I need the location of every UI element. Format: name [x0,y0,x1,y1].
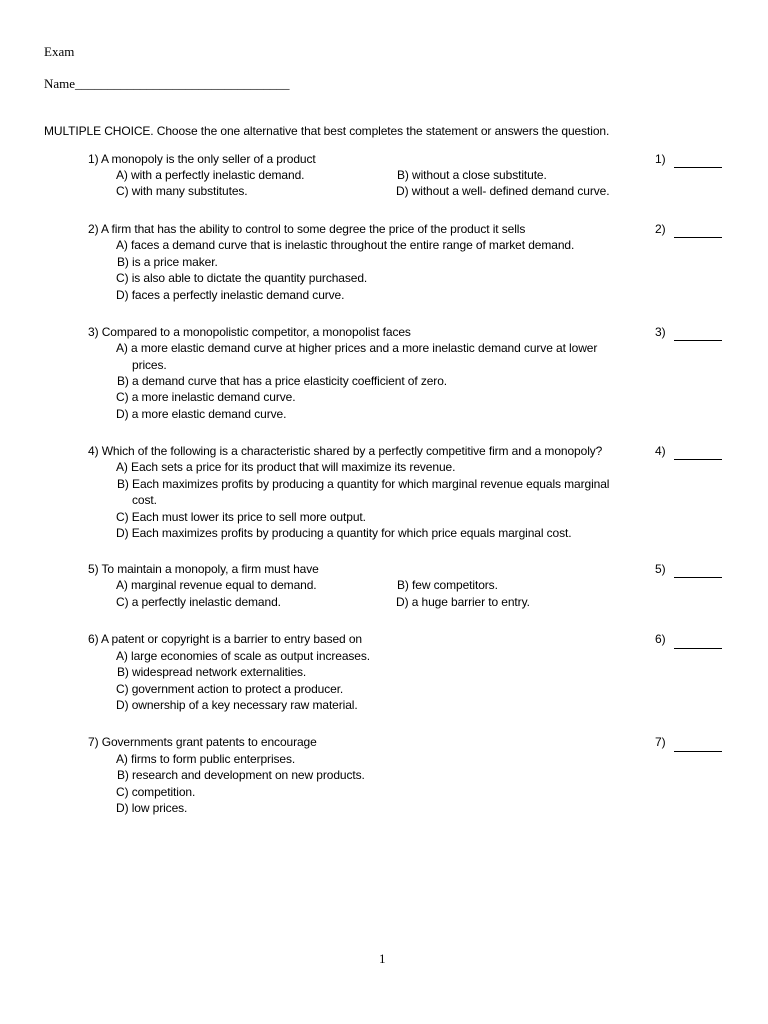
option-b[interactable]: B) a demand curve that has a price elasticity coefficient of zero. [117,374,448,388]
option-d[interactable]: D) ownership of a key necessary raw material. [116,698,358,712]
option-b[interactable]: B) few competitors. [397,578,498,592]
option-b-continuation: cost. [132,493,157,507]
question-stem: 5) To maintain a monopoly, a firm must have [88,562,319,576]
answer-blank[interactable] [674,167,722,168]
option-d[interactable]: D) low prices. [116,801,188,815]
option-b[interactable]: B) without a close substitute. [397,168,547,182]
option-a[interactable]: A) faces a demand curve that is inelastic throughout the entire range of market demand. [116,238,575,252]
option-b[interactable]: B) research and development on new products. [117,768,365,782]
option-c[interactable]: C) Each must lower its price to sell more output. [116,510,366,524]
answer-number: 7) [655,735,666,749]
option-c[interactable]: C) competition. [116,785,196,799]
answer-blank[interactable] [674,648,722,649]
answer-number: 2) [655,222,666,236]
option-b[interactable]: B) is a price maker. [117,255,218,269]
answer-blank[interactable] [674,577,722,578]
option-a[interactable]: A) marginal revenue equal to demand. [116,578,317,592]
option-c[interactable]: C) government action to protect a producer. [116,682,344,696]
question-stem: 7) Governments grant patents to encourage [88,735,317,749]
question-stem: 2) A firm that has the ability to control to some degree the price of the product it sells [88,222,526,236]
answer-number: 5) [655,562,666,576]
answer-blank[interactable] [674,340,722,341]
question-stem: 6) A patent or copyright is a barrier to entry based on [88,632,362,646]
option-d[interactable]: D) Each maximizes profits by producing a quantity for which price equals marginal cost. [116,526,572,540]
option-a[interactable]: A) Each sets a price for its product that will maximize its revenue. [116,460,456,474]
option-c[interactable]: C) is also able to dictate the quantity purchased. [116,271,368,285]
answer-blank[interactable] [674,237,722,238]
exam-label: Exam [44,44,75,59]
option-b[interactable]: B) Each maximizes profits by producing a quantity for which marginal revenue equals marginal [117,477,610,491]
answer-number: 1) [655,152,666,166]
page-number: 1 [379,951,386,966]
option-c[interactable]: C) a perfectly inelastic demand. [116,595,281,609]
option-a[interactable]: A) a more elastic demand curve at higher prices and a more inelastic demand curve at lower [116,341,598,355]
instructions: MULTIPLE CHOICE. Choose the one alternative that best completes the statement or answers the question. [44,124,610,138]
answer-number: 3) [655,325,666,339]
option-c[interactable]: C) with many substitutes. [116,184,248,198]
option-d[interactable]: D) a huge barrier to entry. [396,595,530,609]
question-stem: 4) Which of the following is a characteristic shared by a perfectly competitive firm and a monopoly? [88,444,603,458]
answer-blank[interactable] [674,751,722,752]
question-stem: 3) Compared to a monopolistic competitor, a monopolist faces [88,325,411,339]
option-c[interactable]: C) a more inelastic demand curve. [116,390,296,404]
option-d[interactable]: D) a more elastic demand curve. [116,407,287,421]
answer-blank[interactable] [674,459,722,460]
option-d[interactable]: D) faces a perfectly inelastic demand curve. [116,288,345,302]
option-a[interactable]: A) large economies of scale as output increases. [116,649,371,663]
answer-number: 4) [655,444,666,458]
option-a[interactable]: A) with a perfectly inelastic demand. [116,168,305,182]
name-field[interactable]: Name_________________________________ [44,76,290,91]
answer-number: 6) [655,632,666,646]
option-d[interactable]: D) without a well- defined demand curve. [396,184,610,198]
question-stem: 1) A monopoly is the only seller of a product [88,152,316,166]
option-b[interactable]: B) widespread network externalities. [117,665,307,679]
option-a[interactable]: A) firms to form public enterprises. [116,752,296,766]
option-a-continuation: prices. [132,358,167,372]
